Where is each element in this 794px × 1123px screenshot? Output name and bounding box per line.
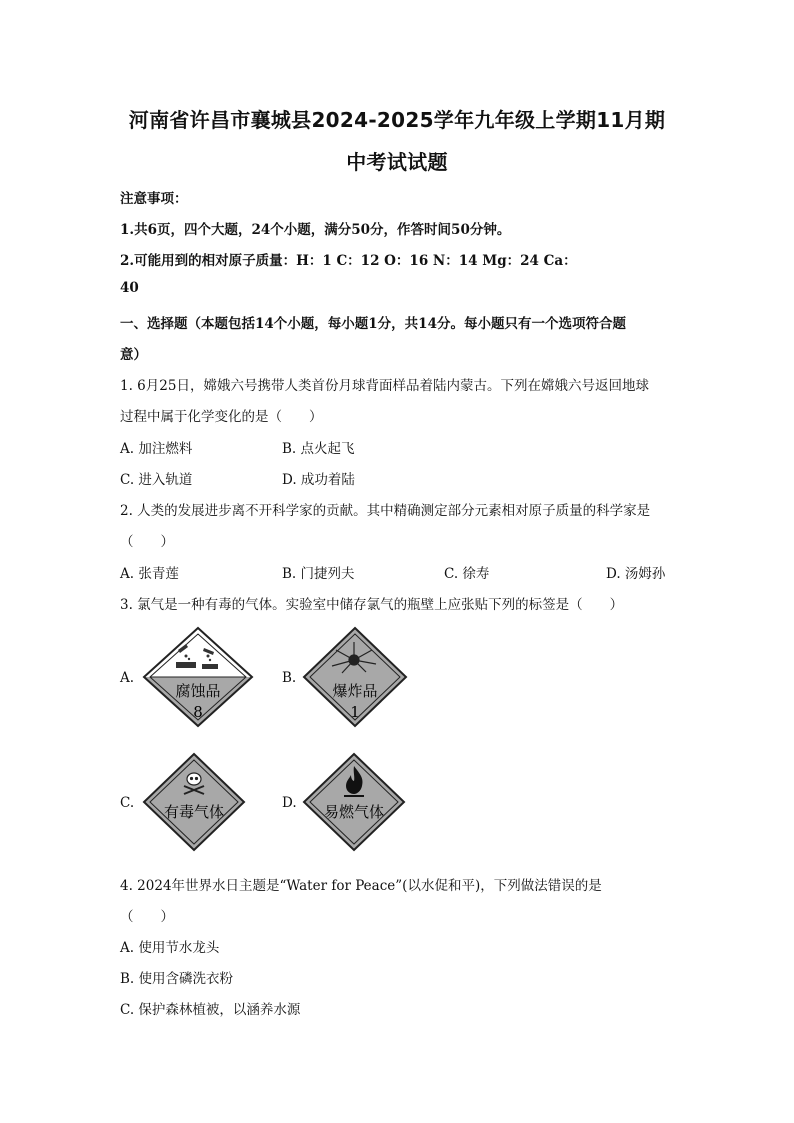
q4-option-c: C. 保护森林植被，以涵养水源 — [120, 1002, 301, 1018]
q1-option-d: D. 成功着陆 — [282, 472, 355, 488]
q2-option-d: D. 汤姆孙 — [606, 566, 666, 582]
notice-heading: 注意事项： — [120, 191, 188, 207]
notice-item-1: 1.共6页，四个大题，24个小题，满分50分，作答时间50分钟。 — [120, 222, 511, 238]
exam-title-line2: 中考试试题 — [346, 150, 448, 174]
flammable-gas-label: 易燃气体 — [323, 803, 385, 821]
toxic-gas-hazard-sign — [142, 752, 246, 852]
q2-stem: 2. 人类的发展进步离不开科学家的贡献。其中精确测定部分元素相对原子质量的科学家是 — [120, 503, 651, 519]
section1-heading-continued: 意） — [120, 347, 147, 363]
q2-option-c: C. 徐寿 — [444, 566, 490, 582]
corrosive-hazard-sign — [142, 626, 254, 728]
q1-option-a: A. 加注燃料 — [120, 441, 193, 457]
corrosive-class-number: 8 — [193, 703, 203, 721]
explosive-hazard-sign — [302, 626, 408, 728]
q1-stem: 1. 6月25日，嫦娥六号携带人类首份月球背面样品着陆内蒙古。下列在嫦娥六号返回地球 — [120, 378, 649, 394]
explosive-class-number: 1 — [350, 703, 360, 721]
explosive-label: 爆炸品 — [332, 682, 378, 700]
notice-item-2-continued: 40 — [120, 280, 139, 296]
exam-title-line1: 河南省许昌市襄城县2024-2025学年九年级上学期11月期 — [128, 108, 666, 132]
q4-stem-continued: （ ） — [120, 909, 174, 925]
q3-stem: 3. 氯气是一种有毒的气体。实验室中储存氯气的瓶壁上应张贴下列的标签是（ ） — [120, 597, 624, 613]
q1-option-b: B. 点火起飞 — [282, 441, 355, 457]
corrosive-icon — [176, 644, 218, 669]
q2-option-a: A. 张青莲 — [120, 566, 179, 582]
q2-option-b: B. 门捷列夫 — [282, 566, 355, 582]
toxic-gas-label: 有毒气体 — [163, 803, 225, 821]
q3-option-c-letter: C. — [120, 795, 135, 811]
flammable-gas-hazard-sign — [302, 752, 406, 852]
q2-stem-continued: （ ） — [120, 534, 174, 550]
corrosive-label: 腐蚀品 — [175, 682, 221, 700]
q4-option-a: A. 使用节水龙头 — [120, 940, 220, 956]
q3-option-a-letter: A. — [120, 670, 135, 686]
q3-option-d-letter: D. — [282, 795, 297, 811]
q3-option-b-letter: B. — [282, 670, 297, 686]
q4-option-b: B. 使用含磷洗衣粉 — [120, 971, 234, 987]
section1-heading: 一、选择题（本题包括14个小题，每小题1分，共14分。每小题只有一个选项符合题 — [120, 316, 626, 332]
q1-option-c: C. 进入轨道 — [120, 472, 193, 488]
notice-item-2: 2.可能用到的相对原子质量：H：1 C：12 O：16 N：14 Mg：24 Ca： — [120, 253, 577, 269]
q4-stem: 4. 2024年世界水日主题是“Water for Peace”(以水促和平)，下列做法错误的是 — [120, 878, 602, 894]
q1-stem-continued: 过程中属于化学变化的是（ ） — [120, 409, 323, 425]
